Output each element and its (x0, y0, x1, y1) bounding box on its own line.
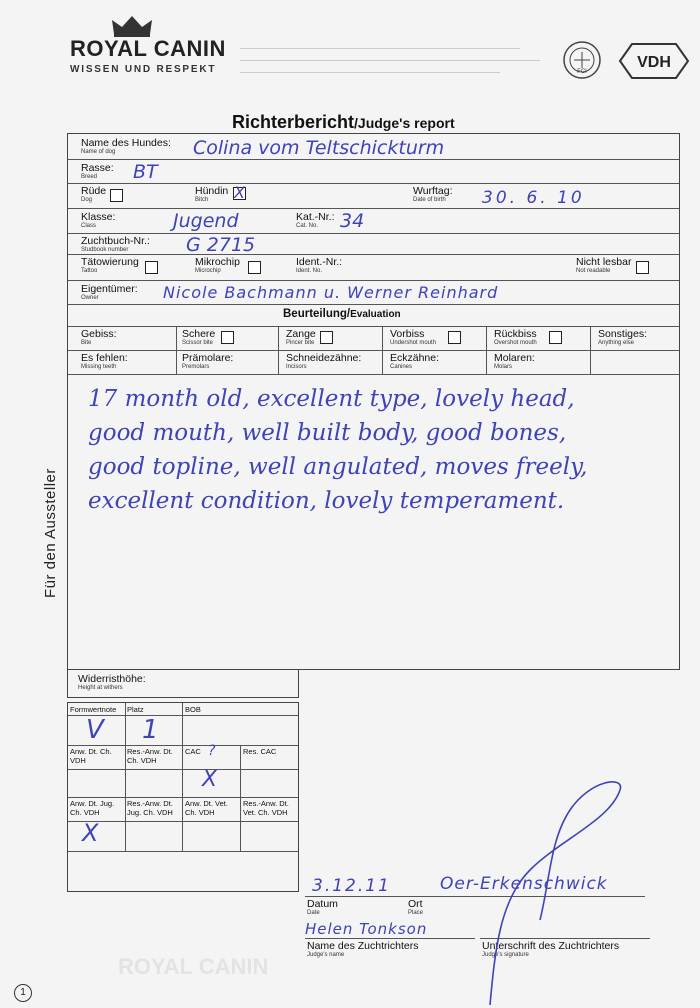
pincer-bite-label: Zange Pincer bite (286, 328, 316, 346)
cac-value: ? (208, 743, 216, 759)
cac-mark: X (202, 767, 218, 792)
platz-value: 1 (142, 715, 159, 745)
vdh-badge-text: VDH (637, 54, 671, 71)
vdh-badge-icon (618, 42, 690, 80)
identno-label: Ident.-Nr.: Ident. No. (296, 256, 343, 274)
res-anw-vet-label: Res.-Anw. Dt. Vet. Ch. VDH (243, 799, 289, 817)
overshot-label: Rückbiss Overshot mouth (494, 328, 537, 346)
breed-value: BT (133, 161, 158, 183)
breed-label: Rasse: Breed (81, 162, 114, 180)
dob-label: Wurftag: Date of birth (413, 185, 453, 203)
fci-badge-icon (562, 40, 602, 80)
place-value: Oer-Erkenschwick (440, 874, 608, 894)
res-anw-jug-label: Res.-Anw. Dt. Jug. Ch. VDH (127, 799, 173, 817)
dob-value: 30. 6. 10 (482, 188, 585, 208)
withers-label: Widerristhöhe: Height at withers (78, 673, 146, 691)
bob-label: BOB (185, 705, 201, 714)
comment-line: good mouth, well built body, good bones, (88, 420, 567, 446)
judge-signature-label: Unterschrift des Zuchtrichters Judge's signature (482, 940, 620, 958)
place-label: Ort Place (408, 898, 424, 916)
molars-label: Molaren: Molars (494, 352, 535, 370)
other-label: Sonstiges: Anything else (598, 328, 648, 346)
page-number: 1 (14, 984, 32, 1002)
overshot-checkbox[interactable] (549, 331, 562, 344)
date-value: 3.12.11 (312, 876, 391, 896)
scissor-bite-label: Schere Scissor bite (182, 328, 216, 346)
microchip-label: Mikrochip Microchip (195, 256, 240, 274)
studbook-value: G 2715 (186, 234, 256, 256)
anw-dt-ch-label: Anw. Dt. Ch. VDH (70, 747, 112, 765)
jug-mark: X (82, 819, 99, 847)
withers-box (67, 670, 299, 698)
anw-vet-label: Anw. Dt. Vet. Ch. VDH (185, 799, 228, 817)
comment-line: 17 month old, excellent type, lovely head, (88, 386, 575, 412)
page-title: Richterbericht/Judge's report (232, 112, 455, 132)
dog-name-value: Colina vom Teltschickturm (193, 137, 445, 159)
catno-value: 34 (340, 210, 365, 232)
formwertnote-label: Formwertnote (70, 705, 117, 714)
fci-badge-text: FCI (577, 69, 587, 75)
judge-name-label: Name des Zuchtrichters Judge's name (307, 940, 419, 958)
notreadable-checkbox[interactable] (636, 261, 649, 274)
pincer-bite-checkbox[interactable] (320, 331, 333, 344)
cac-label: CAC (185, 747, 201, 756)
undershot-label: Vorbiss Undershot mouth (390, 328, 437, 346)
report-form (67, 133, 680, 670)
canines-label: Eckzähne: Canines (390, 352, 440, 370)
class-value: Jugend (173, 210, 239, 232)
missing-teeth-label: Es fehlen: Missing teeth (81, 352, 128, 370)
studbook-label: Zuchtbuch-Nr.: Studbook number (81, 235, 150, 253)
scissor-bite-checkbox[interactable] (221, 331, 234, 344)
brand-tagline: WISSEN UND RESPEKT (70, 64, 217, 75)
female-label: Hündin Bitch (195, 185, 229, 203)
formwertnote-value: V (86, 715, 104, 745)
comment-line: good topline, well angulated, moves freely, (88, 454, 588, 480)
tattoo-label: Tätowierung Tattoo (81, 256, 139, 274)
owner-label: Eigentümer: Owner (81, 283, 138, 301)
male-label: Rüde Dog (81, 185, 107, 203)
premolars-label: Prämolare: Premolars (182, 352, 234, 370)
res-anw-dt-ch-label: Res.-Anw. Dt. Ch. VDH (127, 747, 173, 765)
anw-jug-label: Anw. Dt. Jug. Ch. VDH (70, 799, 115, 817)
header-bleedthrough (240, 42, 550, 78)
female-check-mark: X (234, 183, 245, 202)
microchip-checkbox[interactable] (248, 261, 261, 274)
bite-label: Gebiss: Bite (81, 328, 117, 346)
class-label: Klasse: Class (81, 211, 116, 229)
judge-name-value: Helen Tonkson (305, 920, 428, 938)
crown-icon (110, 14, 154, 38)
notreadable-label: Nicht lesbar Not readable (576, 256, 632, 274)
grading-grid (67, 702, 299, 892)
owner-value: Nicole Bachmann u. Werner Reinhard (163, 283, 499, 302)
tattoo-checkbox[interactable] (145, 261, 158, 274)
side-label: Für den Aussteller (42, 468, 59, 598)
dog-name-label: Name des Hundes: Name of dog (81, 137, 171, 155)
incisors-label: Schneidezähne: Incisors (286, 352, 362, 370)
comment-line: excellent condition, lovely temperament. (88, 488, 565, 514)
watermark-logo: ROYAL CANIN (118, 954, 269, 979)
brand-logo: ROYAL CANIN (70, 36, 226, 61)
date-label: Datum Date (307, 898, 338, 916)
evaluation-title: Beurteilung/Evaluation (283, 308, 401, 320)
evaluation-comments (88, 382, 668, 518)
male-checkbox[interactable] (110, 189, 123, 202)
platz-label: Platz (127, 705, 144, 714)
catno-label: Kat.-Nr.: Cat. No. (296, 211, 335, 229)
undershot-checkbox[interactable] (448, 331, 461, 344)
res-cac-label: Res. CAC (243, 747, 277, 756)
judge-signature-mark (470, 770, 640, 1008)
